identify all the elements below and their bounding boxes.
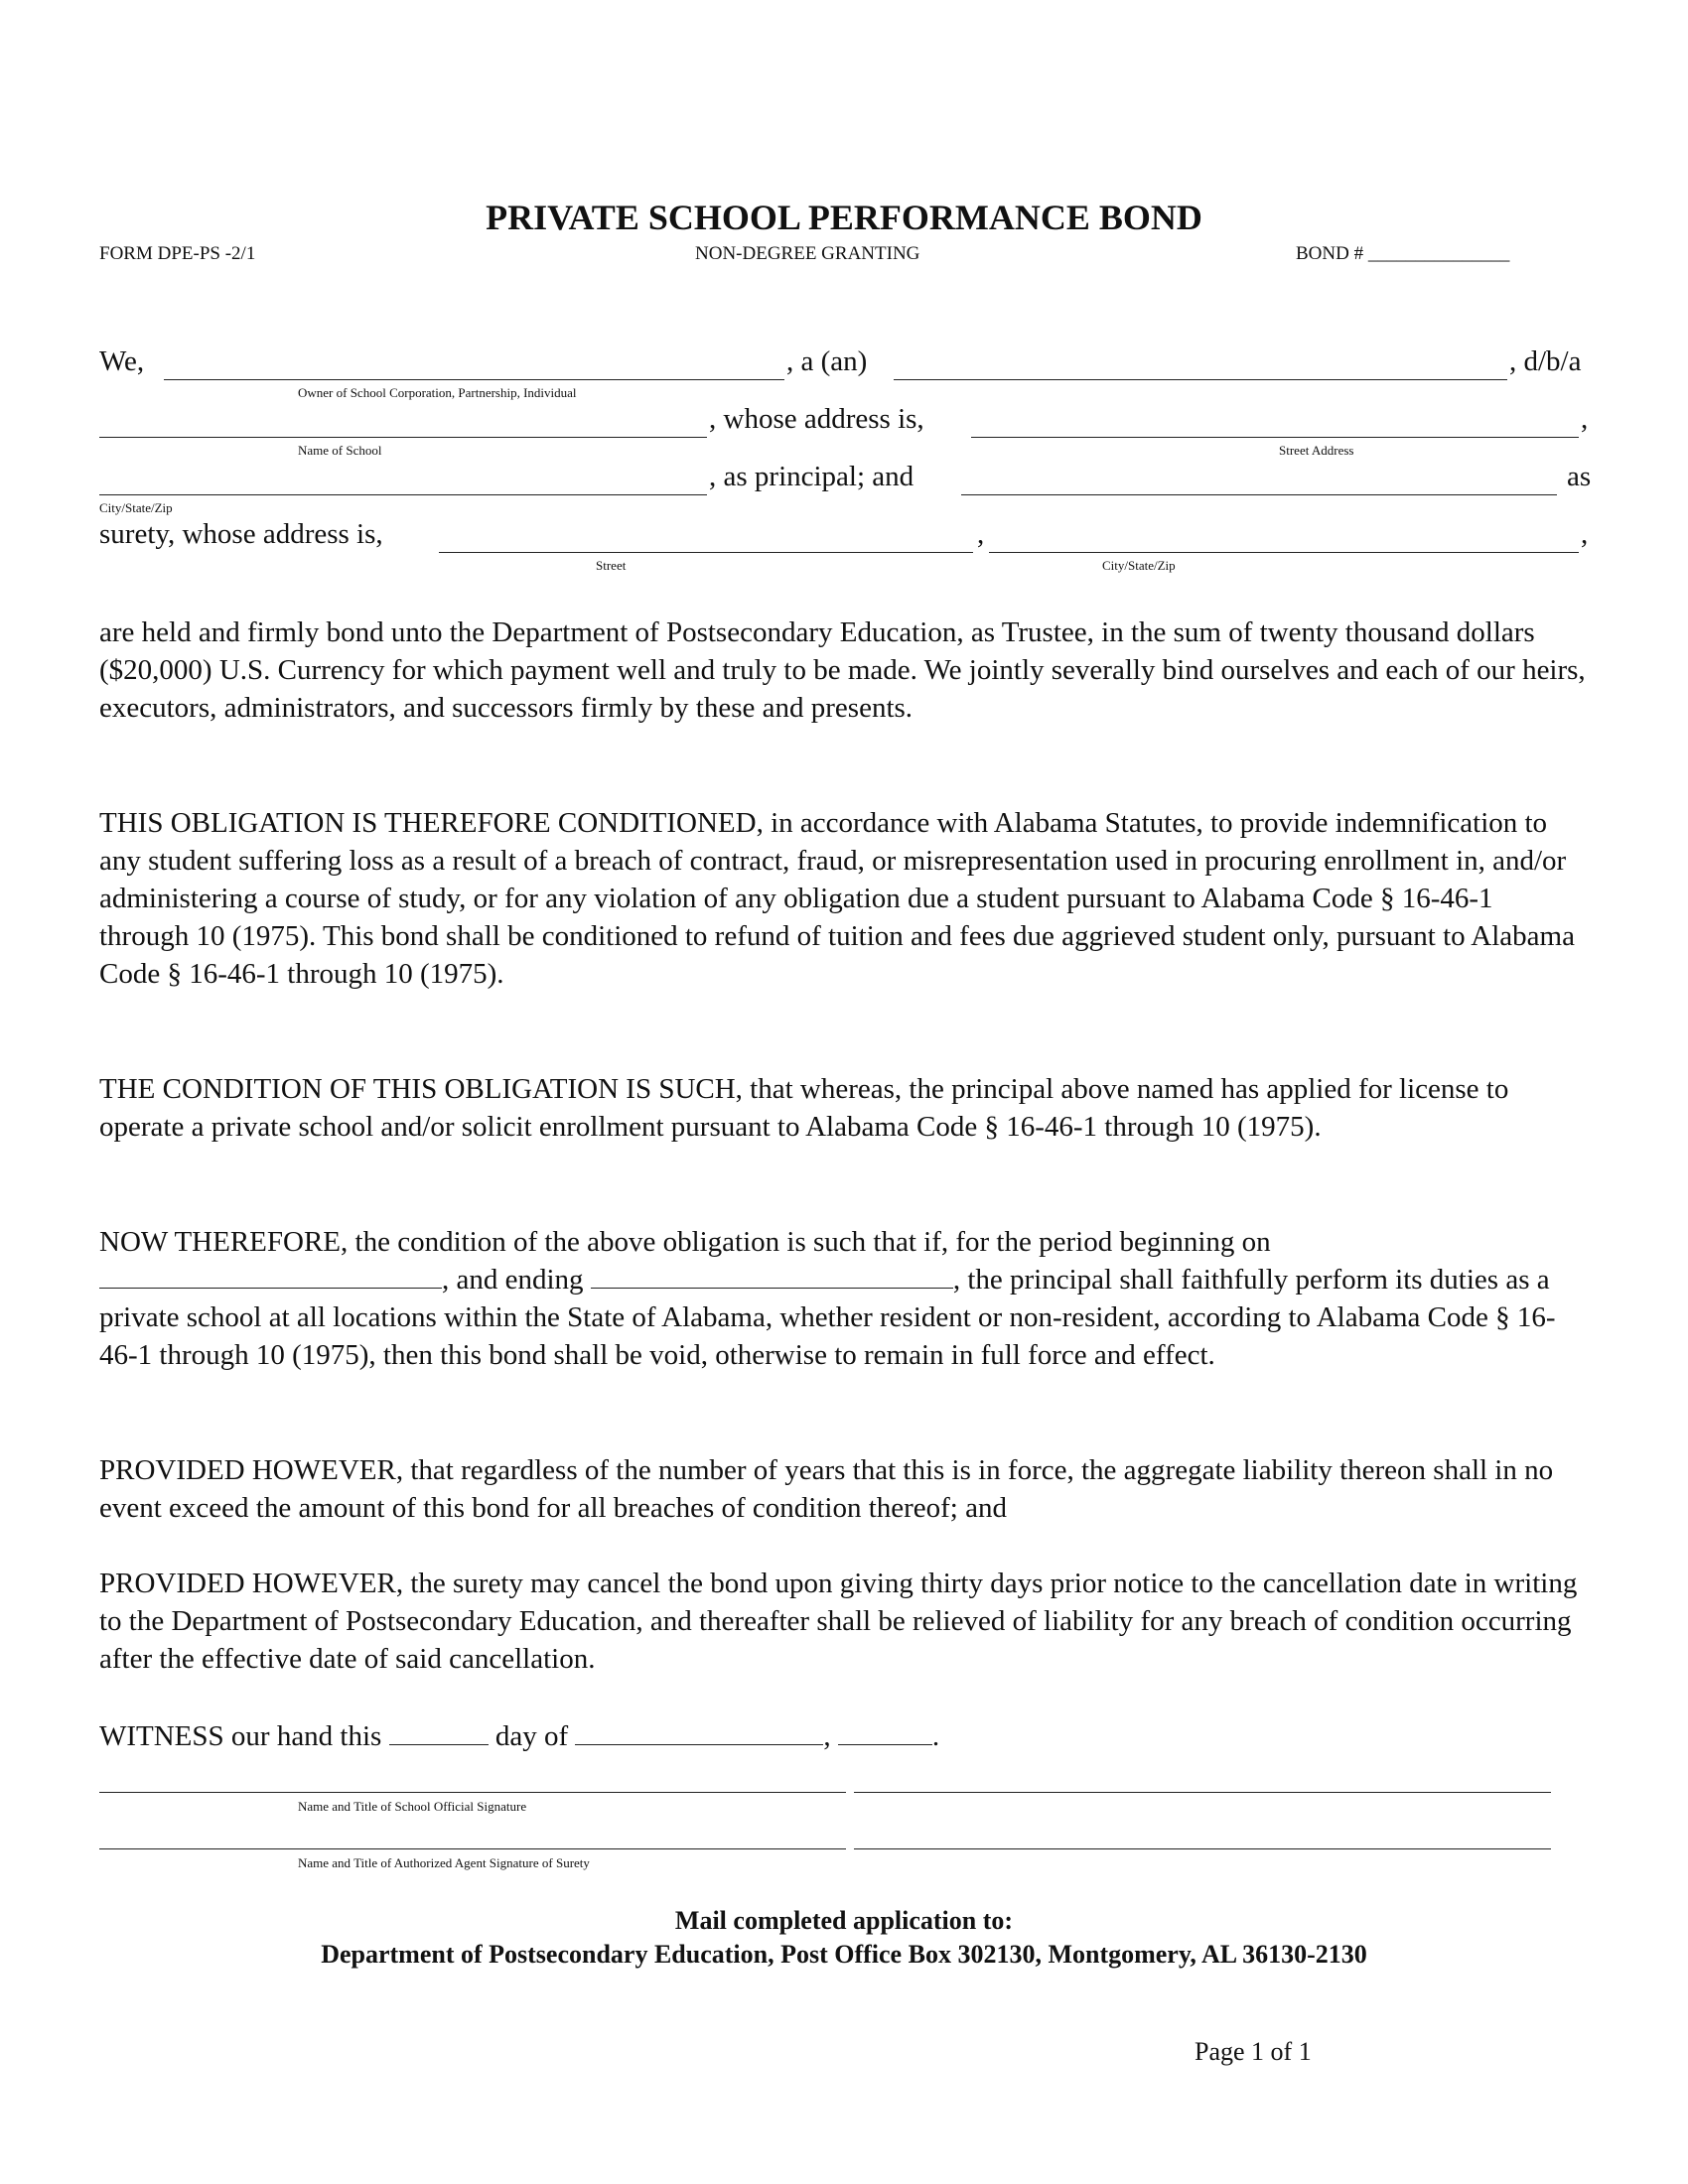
paragraph-condition-of-obligation: THE CONDITION OF THIS OBLIGATION IS SUCH, that whereas, the principal above named has applied for license to operate a private school and/or solicit enrollment pursuant to Alabama Code § 16-46-1 through 10 (1975). [99, 1073, 1509, 1143]
paragraph-obligation-conditioned: THIS OBLIGATION IS THEREFORE CONDITIONED, in accordance with Alabama Statutes, to provide indemnification to any student suffering loss as a result of a breach of contract, fraud, or misrepresentation used in procuring enrollment in, and/or administering a course of study, or for any violation of any obligation due a student pursuant to Alabama Code § 16-46-1 through 10 (1975). This bond shall be conditioned to refund of tuition and fees due aggrieved student only, pursuant to Alabama Code § 16-46-1 through 10 (1975). [99, 807, 1575, 990]
surety-city-caption: City/State/Zip [1102, 558, 1176, 573]
period-begin-field[interactable] [99, 1266, 442, 1289]
surety-name-field[interactable] [961, 494, 1557, 495]
street-address-field[interactable] [971, 437, 1579, 438]
witness-text-c: , [823, 1720, 831, 1752]
bond-number: BOND # _______________ [1296, 243, 1510, 264]
surety-city-field[interactable] [989, 552, 1579, 553]
school-official-caption: Name and Title of School Official Signature [298, 1799, 527, 1814]
paragraph-now-therefore [99, 1223, 1589, 1374]
paragraph-aggregate-liability: PROVIDED HOWEVER, that regardless of the number of years that this is in force, the aggregate liability thereon shall in no event exceed the amount of this bond for all breaches of condition thereof; and [99, 1454, 1554, 1524]
as-principal-label: , as principal; and [709, 461, 914, 492]
surety-address-label: surety, whose address is, [99, 518, 383, 550]
row4-comma-2: , [1581, 518, 1589, 550]
city-state-zip-field[interactable] [99, 494, 707, 495]
city-state-zip-caption: City/State/Zip [99, 500, 173, 515]
form-title: PRIVATE SCHOOL PERFORMANCE BOND [486, 198, 1202, 237]
name-of-school-caption: Name of School [298, 443, 382, 458]
owner-caption: Owner of School Corporation, Partnership, Individual [298, 385, 577, 400]
witness-text-a: WITNESS our hand this [99, 1720, 382, 1752]
now-therefore-text-a: NOW THEREFORE, the condition of the above obligation is such that if, for the period beginning on [99, 1226, 1271, 1258]
whose-address-label: , whose address is, [709, 403, 924, 435]
surety-agent-caption: Name and Title of Authorized Agent Signature of Surety [298, 1855, 590, 1870]
surety-agent-signature-line-2[interactable] [854, 1848, 1551, 1849]
mail-heading: Mail completed application to: [674, 1906, 1014, 1935]
mail-address: Department of Postsecondary Education, Post Office Box 302130, Montgomery, AL 36130-2130 [321, 1940, 1367, 1969]
row2-comma: , [1581, 403, 1589, 435]
witness-month-field[interactable] [575, 1722, 823, 1745]
row4-comma-1: , [977, 518, 985, 550]
now-therefore-text-c: , the principal shall faithfully perform its duties as a private school at all locations within the State of Alabama, whether resident or non-resident, according to Alabama Code § 16-46-1 through 10 (1975), then this bond shall be void, otherwise to remain in full force and effect. [99, 1264, 1556, 1371]
form-number: FORM DPE-PS -2/1 [99, 243, 256, 264]
witness-line [99, 1717, 1589, 1755]
surety-street-field[interactable] [439, 552, 973, 553]
witness-day-field[interactable] [389, 1722, 489, 1745]
as-label: as [1567, 461, 1592, 492]
now-therefore-text-b: , and ending [442, 1264, 584, 1296]
degree-type: NON-DEGREE GRANTING [695, 243, 920, 264]
paragraph-held-and-bound: are held and firmly bond unto the Department of Postsecondary Education, as Trustee, in the sum of twenty thousand dollars ($20,000) U.S. Currency for which payment well and truly to be made. We jointly severally bind ourselves and each of our heirs, executors, administrators, and successors firmly by these and presents. [99, 616, 1586, 724]
surety-agent-signature-line[interactable] [99, 1848, 846, 1849]
page-number: Page 1 of 1 [1195, 2037, 1312, 2066]
school-official-signature-line[interactable] [99, 1792, 846, 1793]
we-label: We, [99, 345, 145, 377]
school-official-signature-line-2[interactable] [854, 1792, 1551, 1793]
period-end-field[interactable] [591, 1266, 953, 1289]
witness-text-d: . [931, 1720, 940, 1752]
witness-year-field[interactable] [838, 1722, 932, 1745]
owner-field[interactable] [164, 379, 784, 380]
a-an-label: , a (an) [786, 345, 868, 377]
witness-text-b: day of [494, 1720, 569, 1752]
school-name-field[interactable] [99, 437, 707, 438]
street-address-caption: Street Address [1279, 443, 1354, 458]
paragraph-cancellation: PROVIDED HOWEVER, the surety may cancel the bond upon giving thirty days prior notice to the cancellation date in writing to the Department of Postsecondary Education, and thereafter shall be relieved of liability for any breach of condition occurring after the effective date of said cancellation. [99, 1568, 1578, 1675]
entity-type-field[interactable] [894, 379, 1507, 380]
dba-label: , d/b/a [1509, 345, 1582, 377]
street-caption: Street [596, 558, 627, 573]
